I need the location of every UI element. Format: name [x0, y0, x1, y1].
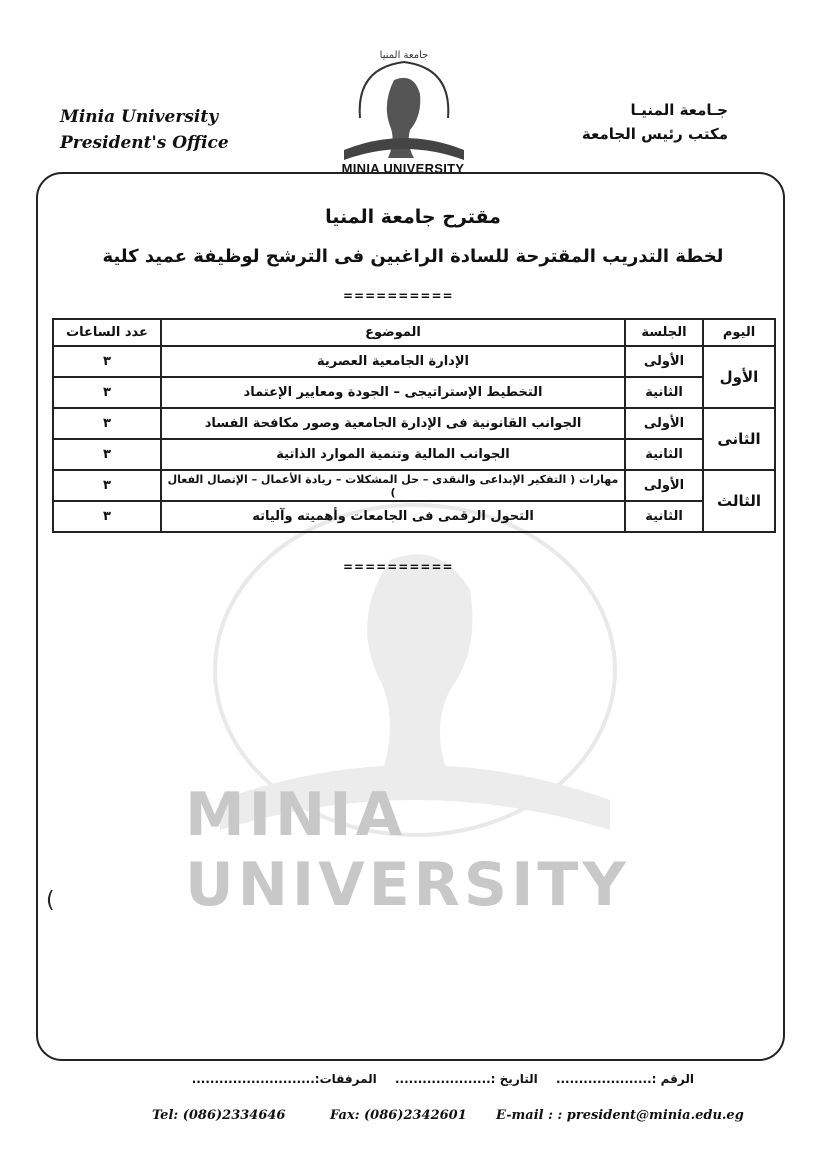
header-topic: الموضوع: [161, 319, 625, 346]
topic-cell: مهارات ( التفكير الإبداعى والنقدى – حل المشكلات – ريادة الأعمال – الإتصال الفعال ): [161, 470, 625, 501]
session-cell: الأولى: [625, 470, 703, 501]
university-name-ar: جـامعة المنيـا: [630, 101, 728, 119]
table-row: [53, 377, 775, 408]
hours-cell: ٣: [53, 439, 161, 470]
topic-cell: التحول الرقمى فى الجامعات وأهميته وآلياته: [161, 501, 625, 532]
logo-arabic-text: جامعة المنيا: [379, 50, 429, 61]
hours-cell: ٣: [53, 346, 161, 377]
hours-cell: ٣: [53, 408, 161, 439]
arabic-letterhead: [582, 98, 728, 146]
reference-line: [178, 1072, 694, 1086]
email: E-mail : : president@minia.edu.eg: [496, 1108, 744, 1123]
session-cell: الأولى: [625, 408, 703, 439]
document-subtitle: لخطة التدريب المقترحة للسادة الراغبين فى الترشح لوظيفة عميد كلية: [102, 246, 724, 267]
table-separator: ==========: [343, 560, 454, 574]
topic-cell: الجوانب المالية وتنمية الموارد الذاتية: [161, 439, 625, 470]
office-name-ar: مكتب رئيس الجامعة: [581, 125, 728, 143]
topic-cell: الجوانب القانونية فى الإدارة الجامعية وصور مكافحة الفساد: [161, 408, 625, 439]
telephone: Tel: (086)2334646: [152, 1108, 286, 1123]
hours-cell: ٣: [53, 501, 161, 532]
reference-attachments: المرفقات:...........................: [191, 1072, 377, 1086]
document-title: مقترح جامعة المنيا: [325, 206, 501, 228]
topic-cell: التخطيط الإستراتيجى – الجودة ومعايير الإعتماد: [161, 377, 625, 408]
university-logo: [336, 40, 472, 180]
reference-number: الرقم :.....................: [555, 1072, 694, 1086]
header-hours: عدد الساعات: [53, 319, 161, 346]
day-cell: الثالث: [703, 470, 775, 532]
title-separator: ==========: [343, 289, 454, 303]
session-cell: الثانية: [625, 377, 703, 408]
logo-caption: MINIA UNIVERSITY: [341, 161, 465, 176]
day-cell: الثانى: [703, 408, 775, 470]
table-row: [53, 501, 775, 532]
table-row: [53, 439, 775, 470]
topic-cell: الإدارة الجامعية العصرية: [161, 346, 625, 377]
table-row: [53, 470, 775, 501]
office-name-en: President's Office: [60, 133, 229, 153]
english-letterhead: [60, 104, 229, 156]
table-header-row: [53, 319, 775, 346]
university-name-en: Minia University: [60, 107, 219, 127]
session-cell: الثانية: [625, 501, 703, 532]
watermark-text: MINIA UNIVERSITY: [185, 780, 630, 920]
fax: Fax: (086)2342601: [330, 1108, 467, 1123]
hours-cell: ٣: [53, 470, 161, 501]
margin-mark: (: [46, 888, 55, 913]
session-cell: الأولى: [625, 346, 703, 377]
table-row: [53, 346, 775, 377]
header-session: الجلسة: [625, 319, 703, 346]
session-cell: الثانية: [625, 439, 703, 470]
hours-cell: ٣: [53, 377, 161, 408]
header-day: اليوم: [703, 319, 775, 346]
table-row: [53, 408, 775, 439]
document-frame: [36, 172, 785, 1061]
training-plan-table: [52, 318, 776, 533]
day-cell: الأول: [703, 346, 775, 408]
reference-date: التاريخ :.....................: [394, 1072, 538, 1086]
